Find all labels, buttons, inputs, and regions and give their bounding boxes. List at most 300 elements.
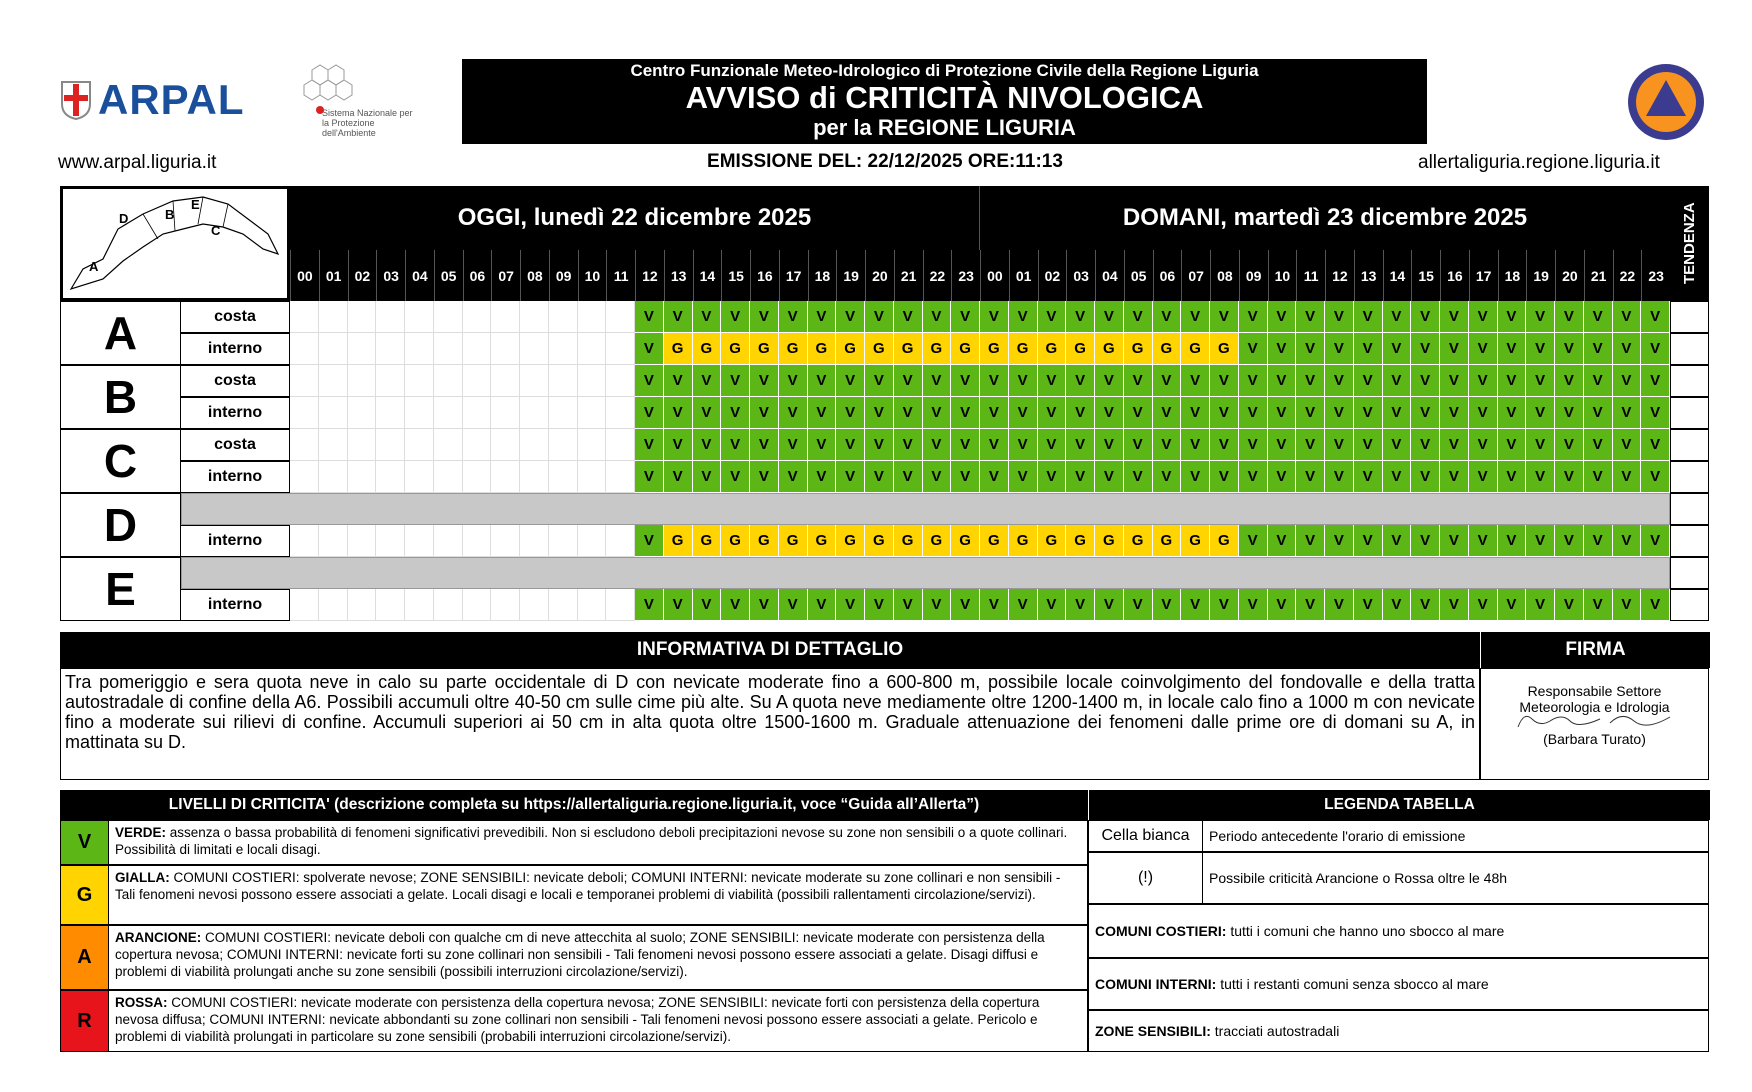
criticality-cell: [606, 525, 635, 557]
criticality-cell: [520, 461, 549, 493]
tendenza-cell: [1670, 461, 1709, 493]
hour-label: 23: [1641, 250, 1670, 301]
criticality-cell: G: [1153, 333, 1182, 365]
criticality-cell: V: [1153, 589, 1182, 621]
criticality-cell: V: [750, 589, 779, 621]
criticality-cell: V: [750, 365, 779, 397]
criticality-cell: V: [894, 365, 923, 397]
criticality-cell: [405, 301, 434, 333]
criticality-cell: [348, 397, 377, 429]
criticality-cell: [549, 397, 578, 429]
firma-title: FIRMA: [1480, 632, 1710, 668]
firma-line2: Meteorologia e Idrologia: [1519, 699, 1670, 715]
criticality-cell: V: [1498, 397, 1527, 429]
criticality-cell: [578, 525, 607, 557]
criticality-cell: V: [635, 461, 664, 493]
criticality-cell: G: [836, 333, 865, 365]
criticality-cell: [463, 589, 492, 621]
criticality-cell: [405, 397, 434, 429]
definition-term: COMUNI COSTIERI:: [1095, 923, 1227, 939]
criticality-cell: V: [1354, 301, 1383, 333]
criticality-cell: [463, 461, 492, 493]
criticality-cell: G: [1095, 333, 1124, 365]
criticality-cell: G: [1038, 525, 1067, 557]
criticality-cell: G: [951, 333, 980, 365]
subzone-label: interno: [181, 589, 290, 621]
zone-label-e: E: [60, 557, 181, 621]
definition-body: tutti i comuni che hanno uno sbocco al mare: [1226, 923, 1505, 939]
firma-name: (Barbara Turato): [1543, 731, 1646, 747]
criticality-cell: V: [1239, 589, 1268, 621]
criticality-cell: V: [1498, 429, 1527, 461]
hour-label: 21: [894, 250, 923, 301]
criticality-cell: V: [865, 301, 894, 333]
info-text: Tra pomeriggio e sera quota neve in calo su parte occidentale di D con nevicate moderate fino a 600-800 m, possibile locale coinvolgimento del fondovalle e della tratta autostradale di confine della A6. Possibili accumuli oltre 40-50 cm sulle cime più alte. Su A quota neve mediamente oltre 1200-1400 m, in locale calo fino a 1000 m con nevicate fino a moderate sui rilievi di confine. Accumuli superiori ai 50 cm in alta quota oltre 1500-1600 m. Graduale attenuazione dei fenomeni dalle prime ore di domani su A, in mattinata su D.: [60, 668, 1480, 780]
criticality-cell: [549, 429, 578, 461]
criticality-cell: G: [1210, 525, 1239, 557]
hour-label: 07: [491, 250, 520, 301]
level-swatch: V: [61, 821, 109, 864]
criticality-cell: [549, 365, 578, 397]
criticality-cell: V: [635, 333, 664, 365]
criticality-cell: [319, 333, 348, 365]
criticality-cell: V: [1584, 365, 1613, 397]
criticality-cell: V: [1440, 429, 1469, 461]
criticality-cell: V: [1440, 461, 1469, 493]
criticality-cell: [463, 397, 492, 429]
criticality-cell: V: [1325, 589, 1354, 621]
criticality-cell: [463, 429, 492, 461]
criticality-cell: G: [923, 333, 952, 365]
criticality-cell: V: [1641, 429, 1670, 461]
criticality-cell: V: [1268, 525, 1297, 557]
level-name: ROSSA:: [115, 995, 168, 1010]
subzone-label: costa: [181, 301, 290, 333]
criticality-cell: [549, 525, 578, 557]
subzone-label: interno: [181, 461, 290, 493]
criticality-cell: V: [635, 397, 664, 429]
criticality-cell: V: [693, 429, 722, 461]
criticality-cell: V: [1526, 301, 1555, 333]
level-swatch: G: [61, 866, 109, 924]
criticality-cell: [549, 301, 578, 333]
criticality-cell: V: [1181, 397, 1210, 429]
criticality-cell: V: [1210, 589, 1239, 621]
criticality-cell: V: [721, 461, 750, 493]
criticality-cell: V: [1038, 429, 1067, 461]
legend-key: Cella bianca: [1089, 821, 1203, 851]
criticality-cell: [491, 525, 520, 557]
criticality-cell: V: [923, 397, 952, 429]
criticality-cell: [290, 397, 319, 429]
criticality-cell: V: [1124, 365, 1153, 397]
criticality-cell: [491, 301, 520, 333]
criticality-cell: [463, 301, 492, 333]
criticality-cell: V: [779, 365, 808, 397]
criticality-cell: V: [1296, 333, 1325, 365]
criticality-cell: [434, 525, 463, 557]
criticality-cell: V: [808, 589, 837, 621]
criticality-cell: V: [1124, 429, 1153, 461]
criticality-cell: [405, 525, 434, 557]
definition-text: [1089, 976, 1489, 992]
criticality-cell: V: [951, 301, 980, 333]
criticality-cell: V: [836, 461, 865, 493]
criticality-cell: V: [1210, 461, 1239, 493]
legend-value: Periodo antecedente l'orario di emissione: [1209, 828, 1466, 844]
subzone-label: costa: [181, 365, 290, 397]
criticality-cell: V: [1268, 461, 1297, 493]
criticality-cell: V: [1239, 365, 1268, 397]
criticality-cell: [319, 429, 348, 461]
criticality-cell: V: [1210, 397, 1239, 429]
hour-label: 12: [635, 250, 664, 301]
criticality-cell: V: [923, 461, 952, 493]
criticality-cell: V: [750, 461, 779, 493]
criticality-cell: V: [664, 301, 693, 333]
hour-label: 15: [721, 250, 750, 301]
criticality-cell: [463, 365, 492, 397]
tendenza-header: TENDENZA: [1670, 186, 1709, 301]
criticality-cell: V: [1469, 429, 1498, 461]
criticality-cell: V: [1325, 333, 1354, 365]
hour-label: 08: [520, 250, 549, 301]
criticality-cell: V: [865, 397, 894, 429]
criticality-cell: V: [1526, 589, 1555, 621]
criticality-cell: V: [1555, 333, 1584, 365]
criticality-cell: V: [1009, 301, 1038, 333]
criticality-cell: V: [635, 365, 664, 397]
criticality-cell: V: [980, 429, 1009, 461]
hour-label: 02: [348, 250, 377, 301]
unused-row: [181, 557, 1670, 589]
hour-label: 18: [1498, 250, 1527, 301]
criticality-cell: [520, 301, 549, 333]
criticality-cell: V: [1526, 461, 1555, 493]
criticality-cell: V: [1181, 301, 1210, 333]
definition-body: tracciati autostradali: [1210, 1023, 1340, 1039]
criticality-cell: [549, 461, 578, 493]
criticality-cell: V: [1325, 525, 1354, 557]
criticality-cell: V: [635, 429, 664, 461]
hour-label: 16: [750, 250, 779, 301]
hour-label: 10: [578, 250, 607, 301]
hour-label: 13: [664, 250, 693, 301]
hour-label: 20: [865, 250, 894, 301]
hour-label: 16: [1440, 250, 1469, 301]
criticality-cell: G: [750, 333, 779, 365]
criticality-cell: V: [1584, 333, 1613, 365]
criticality-cell: V: [1210, 429, 1239, 461]
criticality-cell: [348, 301, 377, 333]
criticality-cell: V: [1239, 461, 1268, 493]
hour-label: 19: [836, 250, 865, 301]
criticality-cell: G: [980, 333, 1009, 365]
criticality-cell: [434, 589, 463, 621]
criticality-cell: V: [693, 301, 722, 333]
hour-label: 05: [434, 250, 463, 301]
criticality-cell: G: [1181, 525, 1210, 557]
criticality-cell: V: [1498, 525, 1527, 557]
tendenza-cell: [1670, 557, 1709, 589]
criticality-cell: V: [1411, 589, 1440, 621]
tendenza-cell: [1670, 525, 1709, 557]
criticality-cell: V: [1469, 333, 1498, 365]
criticality-cell: [348, 589, 377, 621]
criticality-cell: G: [894, 525, 923, 557]
criticality-cell: V: [1411, 461, 1440, 493]
criticality-cell: V: [1354, 365, 1383, 397]
criticality-cell: G: [923, 525, 952, 557]
criticality-cell: V: [1584, 461, 1613, 493]
criticality-cell: V: [1095, 461, 1124, 493]
criticality-cell: V: [836, 397, 865, 429]
criticality-cell: [434, 461, 463, 493]
criticality-cell: V: [1469, 301, 1498, 333]
criticality-cell: V: [923, 589, 952, 621]
criticality-cell: V: [1498, 589, 1527, 621]
criticality-cell: [463, 525, 492, 557]
level-text: COMUNI COSTIERI: spolverate nevose; ZONE SENSIBILI: nevicate deboli; COMUNI INTERNI: nevicate moderate su zone collinari e non sensibili - Tali fenomeni nevosi possono essere associati a gelate. Locali disagi e locali e temporanei problemi di viabilità (possibili rallentamenti circolazione/servizi).: [115, 870, 1061, 902]
criticality-cell: V: [865, 429, 894, 461]
criticality-cell: V: [1354, 589, 1383, 621]
hour-label: 22: [923, 250, 952, 301]
criticality-cell: V: [1038, 365, 1067, 397]
criticality-cell: G: [750, 525, 779, 557]
criticality-cell: V: [836, 301, 865, 333]
criticality-cell: V: [1613, 365, 1642, 397]
protezione-civile-icon: [1626, 62, 1706, 142]
hour-label: 10: [1268, 250, 1297, 301]
criticality-cell: G: [980, 525, 1009, 557]
criticality-cell: G: [1038, 333, 1067, 365]
criticality-cell: [290, 589, 319, 621]
criticality-cell: V: [750, 397, 779, 429]
tendenza-cell: [1670, 589, 1709, 621]
criticality-cell: [578, 429, 607, 461]
criticality-cell: V: [693, 397, 722, 429]
legend-definition: [1088, 958, 1709, 1010]
map-label-e: E: [191, 197, 200, 212]
criticality-cell: V: [894, 589, 923, 621]
criticality-cell: G: [836, 525, 865, 557]
criticality-cell: [376, 589, 405, 621]
criticality-cell: V: [1095, 397, 1124, 429]
criticality-cell: V: [1641, 397, 1670, 429]
hour-label: 11: [606, 250, 635, 301]
map-label-d: D: [119, 211, 129, 226]
criticality-cell: V: [1296, 301, 1325, 333]
hour-label: 09: [1239, 250, 1268, 301]
criticality-cell: G: [1009, 333, 1038, 365]
criticality-cell: V: [721, 301, 750, 333]
definition-text: [1089, 923, 1504, 939]
criticality-cell: [434, 429, 463, 461]
criticality-cell: V: [1325, 301, 1354, 333]
arpal-logo-text: ARPAL: [98, 76, 245, 123]
criticality-cell: V: [1153, 301, 1182, 333]
criticality-cell: V: [779, 461, 808, 493]
criticality-cell: V: [1354, 525, 1383, 557]
subzone-label: interno: [181, 525, 290, 557]
criticality-cell: V: [1296, 397, 1325, 429]
definition-body: tutti i restanti comuni senza sbocco al mare: [1216, 976, 1489, 992]
zone-label-c: C: [60, 429, 181, 493]
hour-label: 11: [1296, 250, 1325, 301]
criticality-cell: V: [1383, 301, 1412, 333]
criticality-cell: G: [1124, 525, 1153, 557]
criticality-cell: V: [1641, 525, 1670, 557]
subzone-label: costa: [181, 429, 290, 461]
criticality-cell: V: [1325, 429, 1354, 461]
criticality-cell: [348, 461, 377, 493]
allerta-website-link[interactable]: allertaliguria.regione.liguria.it: [1418, 152, 1660, 173]
criticality-cell: [491, 397, 520, 429]
level-text: assenza o bassa probabilità di fenomeni significativi prevedibili. Non si escludono deboli precipitazioni nevose su zone non sensibili o a quote collinari. Possibilità di limitati e locali disagi.: [115, 825, 1068, 857]
criticality-cell: V: [1181, 589, 1210, 621]
criticality-cell: V: [1268, 589, 1297, 621]
criticality-cell: [405, 333, 434, 365]
hour-label: 07: [1181, 250, 1210, 301]
criticality-cell: V: [1383, 365, 1412, 397]
criticality-cell: V: [1498, 301, 1527, 333]
criticality-cell: V: [1613, 429, 1642, 461]
criticality-cell: V: [894, 397, 923, 429]
criticality-cell: V: [1268, 365, 1297, 397]
criticality-cell: [376, 333, 405, 365]
criticality-cell: V: [923, 429, 952, 461]
criticality-cell: V: [836, 365, 865, 397]
definition-term: COMUNI INTERNI:: [1095, 976, 1217, 992]
criticality-cell: V: [1383, 333, 1412, 365]
criticality-cell: G: [721, 525, 750, 557]
criticality-cell: G: [1181, 333, 1210, 365]
criticality-cell: V: [1239, 397, 1268, 429]
legend-definition: [1088, 1010, 1709, 1052]
criticality-cell: V: [1526, 429, 1555, 461]
tendenza-cell: [1670, 301, 1709, 333]
criticality-cell: [319, 525, 348, 557]
criticality-cell: V: [808, 429, 837, 461]
criticality-cell: V: [1066, 397, 1095, 429]
level-description: [109, 821, 1087, 864]
criticality-cell: V: [1066, 429, 1095, 461]
definition-term: ZONE SENSIBILI:: [1095, 1023, 1211, 1039]
criticality-cell: G: [1066, 525, 1095, 557]
criticality-cell: [319, 589, 348, 621]
criticality-cell: V: [693, 365, 722, 397]
criticality-cell: V: [1066, 461, 1095, 493]
criticality-cell: V: [1181, 461, 1210, 493]
criticality-cell: [376, 365, 405, 397]
criticality-cell: V: [693, 589, 722, 621]
level-text: COMUNI COSTIERI: nevicate moderate con persistenza della copertura nevosa; ZONE SENSIBILI: nevicate forti con persistenza della copertura nevosa diffusa; COMUNI INTERNI: nevicate abbondanti su zone collinari non sensibili - Tali fenomeni nevosi possono essere associati a gelate. Pericolo e problemi di viabilità prolungati in particolare su zone sensibili (probabili interruzioni circolazione/servizi).: [115, 995, 1040, 1044]
criticality-cell: V: [1210, 301, 1239, 333]
hour-label: 00: [290, 250, 319, 301]
arpal-website-link[interactable]: www.arpal.liguria.it: [58, 152, 217, 173]
liguria-map-icon: [63, 189, 287, 298]
criticality-cell: V: [1354, 461, 1383, 493]
criticality-cell: V: [1095, 589, 1124, 621]
criticality-cell: V: [808, 301, 837, 333]
criticality-cell: V: [836, 429, 865, 461]
criticality-cell: V: [1181, 429, 1210, 461]
criticality-cell: G: [1095, 525, 1124, 557]
criticality-cell: [405, 429, 434, 461]
criticality-cell: [520, 525, 549, 557]
criticality-cell: V: [923, 301, 952, 333]
legend-row: [1088, 852, 1709, 904]
hour-label: 05: [1124, 250, 1153, 301]
criticality-cell: V: [1124, 397, 1153, 429]
criticality-cell: [290, 525, 319, 557]
criticality-cell: [606, 397, 635, 429]
criticality-cell: V: [1153, 397, 1182, 429]
criticality-cell: V: [1498, 365, 1527, 397]
hour-label: 23: [951, 250, 980, 301]
criticality-cell: G: [664, 333, 693, 365]
level-text: COMUNI COSTIERI: nevicate deboli con qualche cm di neve attecchita al suolo; ZONE SENSIBILI: nevicate moderate con persistenza della copertura nevosa; COMUNI INTERNI: nevicate forti su zone collinari non sensibili - Tali fenomeni nevosi possono essere associati a gelate. Disagi diffusi e problemi di viabilità prolungati anche su zone sensibili (possibili interruzioni circolazione/servizi).: [115, 930, 1045, 979]
criticality-cell: V: [1095, 301, 1124, 333]
criticality-cell: V: [1124, 589, 1153, 621]
criticality-table: [60, 186, 1709, 626]
criticality-cell: V: [1555, 525, 1584, 557]
level-description: [109, 866, 1087, 924]
criticality-cell: V: [1268, 333, 1297, 365]
level-row: [60, 925, 1088, 990]
subzone-label: interno: [181, 397, 290, 429]
criticality-cell: V: [1038, 397, 1067, 429]
criticality-cell: V: [635, 301, 664, 333]
criticality-cell: V: [1383, 429, 1412, 461]
criticality-cell: [290, 429, 319, 461]
criticality-cell: [290, 333, 319, 365]
criticality-cell: V: [1440, 365, 1469, 397]
criticality-cell: [434, 397, 463, 429]
criticality-cell: [405, 461, 434, 493]
liguria-shield-icon: [60, 80, 92, 120]
criticality-cell: V: [1009, 397, 1038, 429]
criticality-cell: [491, 589, 520, 621]
criticality-cell: V: [1009, 429, 1038, 461]
criticality-cell: [376, 397, 405, 429]
criticality-cell: [549, 333, 578, 365]
criticality-cell: V: [1584, 525, 1613, 557]
criticality-cell: V: [1440, 525, 1469, 557]
criticality-cell: V: [721, 429, 750, 461]
header-banner: [462, 59, 1427, 144]
criticality-cell: V: [1411, 333, 1440, 365]
criticality-cell: V: [1210, 365, 1239, 397]
legend-key: (!): [1089, 853, 1203, 903]
day-header-today: OGGI, lunedì 22 dicembre 2025: [290, 186, 980, 250]
criticality-cell: V: [865, 589, 894, 621]
criticality-cell: G: [1153, 525, 1182, 557]
criticality-cell: V: [1383, 589, 1412, 621]
criticality-cell: V: [1641, 589, 1670, 621]
criticality-cell: V: [1613, 301, 1642, 333]
criticality-cell: V: [894, 461, 923, 493]
criticality-cell: V: [750, 301, 779, 333]
criticality-cell: [319, 461, 348, 493]
map-label-c: C: [211, 223, 221, 238]
criticality-cell: V: [1469, 365, 1498, 397]
hour-label: 22: [1613, 250, 1642, 301]
criticality-cell: G: [951, 525, 980, 557]
criticality-cell: [376, 301, 405, 333]
criticality-cell: V: [1555, 461, 1584, 493]
map-label-b: B: [165, 207, 175, 222]
